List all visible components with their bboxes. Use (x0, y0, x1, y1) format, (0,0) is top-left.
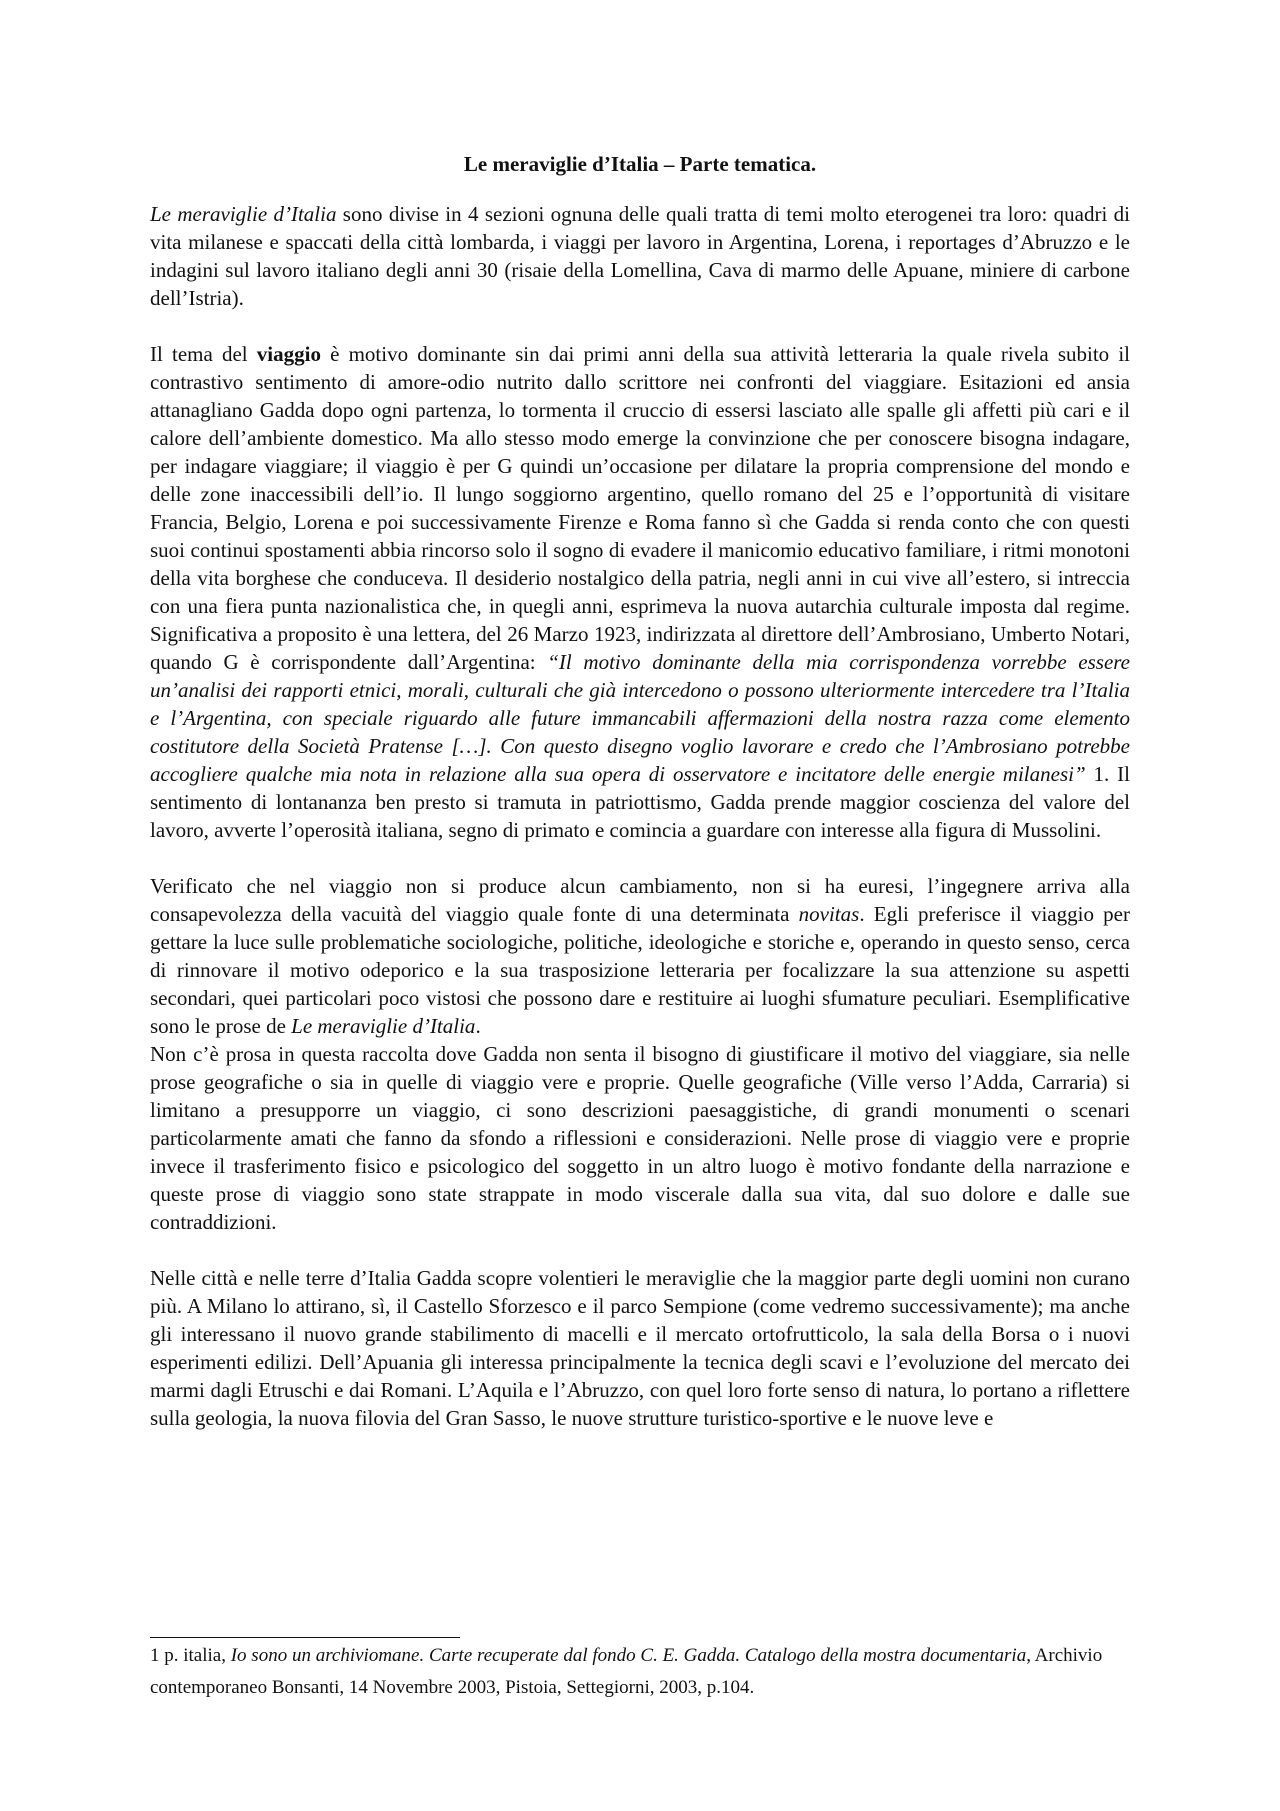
paragraph-2-run-1: novitas (798, 902, 860, 926)
paragraph-2-run-4: . (475, 1014, 481, 1038)
footnote-run-0: 1 p. italia, (150, 1645, 231, 1666)
paragraph-1-run-0: Il tema del (150, 342, 257, 366)
paragraph-prose-types (150, 1040, 1130, 1236)
paragraph-1-run-3: “Il motivo dominante della mia corrispondenza vorrebbe essere un’analisi dei rapporti etnici, morali, culturali che già intercedono o possono ulteriormente intercedere tra l’Italia e l’Argentina, con speciale riguardo alle future immancabili affermazioni della nostra razza come elemento costitutore della Società Pratense […]. Con questo disegno voglio lavorare e credo che l’Ambrosiano potrebbe accogliere qualche mia nota in relazione alla sua opera di osservatore e incitatore delle energie milanesi” (150, 650, 1130, 786)
paragraph-2-run-2: . Egli preferisce il viaggio per gettare la luce sulle problematiche sociologiche, politiche, ideologiche e storiche e, operando in questo senso, cerca di rinnovare il motivo odeporico e la sua trasposizione letteraria per focalizzare la sua attenzione su aspetti secondari, quei particolari poco vistosi che possono dare e restituire ai luoghi sfumature peculiari. Esemplificative sono le prose de (150, 902, 1130, 1038)
footnote-run-2: , Archivio contemporaneo Bonsanti, 14 Novembre 2003, Pistoia, Settegiorni, 2003, p.104. (150, 1645, 1103, 1698)
paragraph-novitas (150, 872, 1130, 1040)
paragraph-cities (150, 1264, 1130, 1432)
document-title: Le meraviglie d’Italia – Parte tematica. (463, 152, 817, 176)
paragraph-2-run-3: Le meraviglie d’Italia (291, 1014, 476, 1038)
paragraph-intro (150, 200, 1130, 312)
footnote (150, 1640, 1130, 1704)
paragraph-0-run-1: sono divise in 4 sezioni ognuna delle quali tratta di temi molto eterogenei tra loro: quadri di vita milanese e spaccati della città lombarda, i viaggi per lavoro in Argentina, Lorena, i reportages d’Abruzzo e le indagini sul lavoro italiano degli anni 30 (risaie della Lomellina, Cava di marmo delle Apuane, miniere di carbone dell’Istria). (150, 202, 1130, 310)
paragraph-1-run-4: 1. Il sentimento di lontananza ben presto si tramuta in patriottismo, Gadda prende maggior coscienza del valore del lavoro, avverte l’operosità italiana, segno di primato e comincia a guardare con interesse alla figura di Mussolini. (150, 762, 1130, 842)
paragraph-4-run-0: Nelle città e nelle terre d’Italia Gadda scopre volentieri le meraviglie che la maggior parte degli uomini non curano più. A Milano lo attirano, sì, il Castello Sforzesco e il parco Sempione (come vedremo successivamente); ma anche gli interessano il nuovo grande stabilimento di macelli e il mercato ortofrutticolo, la sala della Borsa o i nuovi esperimenti edilizi. Dell’Apuania gli interessa principalmente la tecnica degli scavi e l’evoluzione del mercato dei marmi dagli Etruschi e dai Romani. L’Aquila e l’Abruzzo, con quel loro forte senso di natura, lo portano a riflettere sulla geologia, la nuova filovia del Gran Sasso, le nuove strutture turistico-sportive e le nuove leve e (150, 1266, 1130, 1430)
paragraph-travel-theme (150, 340, 1130, 844)
footnote-run-1: Io sono un archiviomane. Carte recuperate dal fondo C. E. Gadda. Catalogo della mostra documentaria (230, 1645, 1027, 1666)
paragraph-1-run-2: è motivo dominante sin dai primi anni della sua attività letteraria la quale rivela subito il contrastivo sentimento di amore-odio nutrito dallo scrittore nei confronti del viaggiare. Esitazioni ed ansia attanagliano Gadda dopo ogni partenza, lo tormenta il cruccio di essersi lasciato alle spalle gli affetti più cari e il calore dell’ambiente domestico. Ma allo stesso modo emerge la convinzione che per conoscere bisogna indagare, per indagare viaggiare; il viaggio è per G quindi un’occasione per dilatare la propria comprensione del mondo e delle zone inaccessibili dell’io. Il lungo soggiorno argentino, quello romano del 25 e l’opportunità di visitare Francia, Belgio, Lorena e poi successivamente Firenze e Roma fanno sì che Gadda si renda conto che con questi suoi continui spostamenti abbia rincorso solo il sogno di evadere il manicomio educativo familiare, i ritmi monotoni della vita borghese che conduceva. Il desiderio nostalgico della patria, negli anni in cui vive all’estero, si intreccia con una fiera punta nazionalistica che, in quegli anni, esprimeva la nuova autarchia culturale imposta dal regime. Significativa a proposito è una lettera, del 26 Marzo 1923, indirizzata al direttore dell’Ambrosiano, Umberto Notari, quando G è corrispondente dall’Argentina: (150, 342, 1130, 674)
document-page (150, 150, 1130, 1432)
paragraph-0-run-0: Le meraviglie d’Italia (150, 202, 337, 226)
paragraph-1-run-1: viaggio (256, 342, 321, 366)
paragraph-3-run-0: Non c’è prosa in questa raccolta dove Gadda non senta il bisogno di giustificare il motivo del viaggiare, sia nelle prose geografiche o sia in quelle di viaggio vere e proprie. Quelle geografiche (Ville verso l’Adda, Carraria) si limitano a presupporre un viaggio, ci sono descrizioni paesaggistiche, di grandi monumenti o scenari particolarmente amati che fanno da sfondo a riflessioni e considerazioni. Nelle prose di viaggio vere e proprie invece il trasferimento fisico e psicologico del soggetto in un altro luogo è motivo fondante della narrazione e queste prose di viaggio sono state strappate in modo viscerale dalla sua vita, dal suo dolore e dalle sue contraddizioni. (150, 1042, 1130, 1234)
footnote-separator (150, 1637, 460, 1638)
paragraph-2-run-0: Verificato che nel viaggio non si produce alcun cambiamento, non si ha euresi, l’ingegnere arriva alla consapevolezza della vacuità del viaggio quale fonte di una determinata (150, 874, 1130, 926)
